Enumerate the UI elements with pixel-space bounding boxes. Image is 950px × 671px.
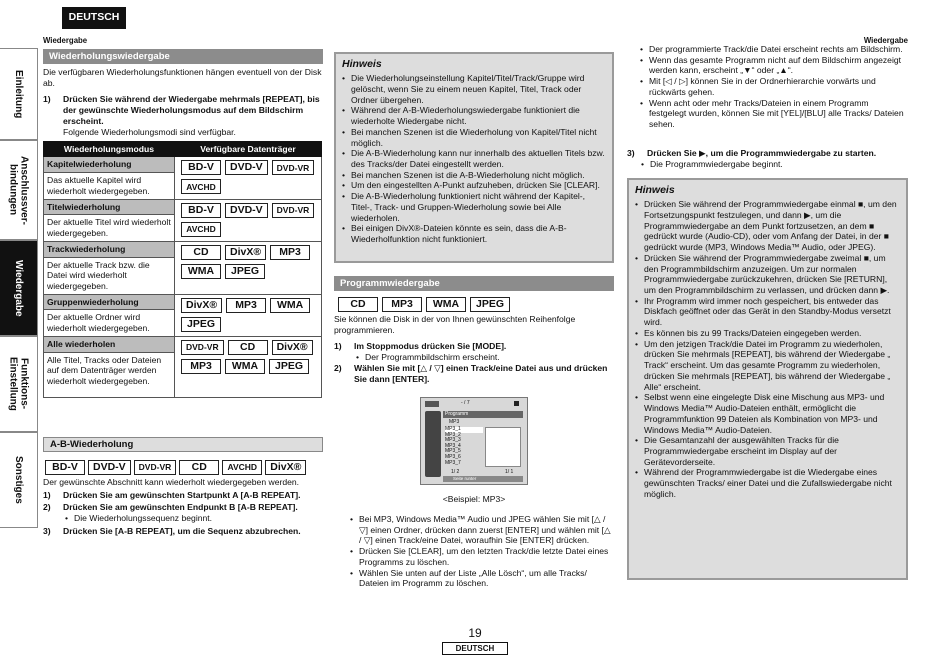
logo-dvdvr: DVD-VR: [134, 460, 177, 475]
logo-divx: DivX®: [181, 298, 222, 313]
hinweis-item: • Um den eingestellten A-Punkt aufzuheben, drücken Sie [CLEAR].: [342, 180, 606, 191]
program-section: [334, 276, 614, 384]
hinweis-title: Hinweis: [635, 184, 675, 196]
disc-icon: [425, 401, 439, 407]
logo-bdv: BD-V: [181, 160, 221, 175]
screen-footer: Seite runter: [443, 476, 523, 482]
program-title: Programmwiedergabe: [334, 276, 614, 291]
list-item: MP3_4: [445, 442, 461, 449]
logo-wma: WMA: [426, 297, 466, 312]
row-title: Alle wiederholen: [44, 337, 174, 353]
logo-wma: WMA: [225, 359, 265, 374]
remote-icon: [425, 411, 441, 477]
logo-dvdvr: DVD-VR: [272, 160, 315, 175]
logo-bdv: BD-V: [181, 203, 221, 218]
row-title: Trackwiederholung: [44, 242, 174, 258]
hinweis-box-2: [627, 178, 908, 580]
side-tab-anschluss[interactable]: Anschlussver- bindungen: [0, 140, 38, 240]
language-tab: DEUTSCH: [62, 7, 126, 29]
logo-jpeg: JPEG: [181, 317, 221, 332]
side-tab-einleitung[interactable]: Einleitung: [0, 48, 38, 140]
logo-cd: CD: [181, 245, 221, 260]
hinweis-item: • Es können bis zu 99 Tracks/Dateien eingegeben werden.: [635, 328, 900, 339]
row-desc: Der aktuelle Track bzw. die Datei wird wiederholt wiedergegeben.: [47, 259, 150, 292]
program-bullet: • Bei MP3, Windows Media™ Audio und JPEG wählen Sie mit [△ / ▽] einen Ordner, drücken dann zuerst [ENTER] und wählen mit [△ / ▽] einen Track/eine Datei, woraufhin Sie [ENTER] drücken.: [350, 514, 614, 546]
logo-cd: CD: [228, 340, 268, 355]
logo-jpeg: JPEG: [269, 359, 309, 374]
hinweis-item: • Drücken Sie während der Programmwiedergabe einmal ■, um den Fortsetzungspunkt festzulegen, und dann ▶, um die Programmwiedergabe an dem Punkt fortzusetzen, an dem ■ gedrückt wurde (Audio-CD), oder vom Anfang der Datei, in der ■ gedrückt wurde (MP3, Windows Media™ Audio, oder JPEG).: [635, 199, 900, 253]
row-desc: Alle Titel, Tracks oder Dateien auf dem Datenträger werden wiederholt wiedergegeben.: [47, 354, 162, 387]
table-row: [44, 241, 322, 294]
right-bullet: • Wenn das gesamte Programm nicht auf dem Bildschirm angezeigt werden kann, erscheint „▼“ oder „▲“.: [640, 55, 908, 76]
table-row: [44, 294, 322, 336]
logo-divx: DivX®: [272, 340, 313, 355]
logo-avchd: AVCHD: [222, 460, 262, 475]
repeat-section: [43, 49, 323, 398]
logo-wma: WMA: [181, 264, 221, 279]
logo-divx: DivX®: [265, 460, 306, 475]
logo-dvdvr: DVD-VR: [181, 340, 224, 355]
ab-step1: 1) Drücken Sie am gewünschten Startpunkt A [A-B REPEAT].: [43, 489, 301, 500]
ab-step2: 2) Drücken Sie am gewünschten Endpunkt B [A-B REPEAT].: [43, 502, 298, 513]
screen-page: 1/ 2: [451, 469, 460, 475]
program-bullet: • Drücken Sie [CLEAR], um den letzten Track/die letzte Datei eines Programms zu löschen.: [350, 546, 614, 567]
hinweis-item: • Während der Programmwiedergabe ist die Wiedergabe eines gewünschten Tracks/ einer Datei und die Zufallswiedergabe nicht möglich.: [635, 467, 900, 499]
row-desc: Der aktuelle Titel wird wiederholt wiedergegeben.: [47, 217, 171, 239]
list-item: MP3_6: [445, 453, 461, 460]
ab-section: [43, 437, 323, 537]
logo-cd: CD: [179, 460, 219, 475]
repeat-step1-note: Folgende Wiederholungsmodi sind verfügbar.: [63, 126, 236, 137]
list-item: MP3_3: [445, 437, 461, 444]
right-bullet: • Der programmierte Track/die Datei erscheint rechts am Bildschirm.: [640, 44, 908, 55]
program-bullet: • Wählen Sie unten auf der Liste „Alle Lösch“, um alle Tracks/ Dateien im Programm zu löschen.: [350, 568, 614, 589]
program-step1-note: • Der Programmbildschirm erscheint.: [356, 352, 614, 363]
col-media: Verfügbare Datenträger: [175, 142, 322, 157]
page-number: 19: [468, 626, 482, 640]
ab-step2-note: • Die Wiederholungssequenz beginnt.: [65, 513, 323, 524]
program-bullets: [350, 514, 614, 589]
repeat-mode-table: [43, 141, 322, 398]
logo-avchd: AVCHD: [181, 222, 221, 237]
logo-jpeg: JPEG: [470, 297, 510, 312]
logo-mp3: MP3: [181, 359, 221, 374]
logo-mp3: MP3: [226, 298, 266, 313]
logo-mp3: MP3: [382, 297, 422, 312]
hinweis-item: • Die A-B-Wiederholung funktioniert nicht während der Kapitel-, Titel-, Track- und Gruppen-Wiederholung sowie bei Alle wiederholen.: [342, 191, 606, 223]
hinweis-item: • Die Gesamtanzahl der ausgewählten Tracks für die Programmwiedergabe erscheint im Display auf der Gerätevorderseite.: [635, 435, 900, 467]
program-screen: [420, 397, 528, 485]
logo-dvdv: DVD-V: [225, 160, 268, 175]
table-row: [44, 157, 322, 199]
logo-wma: WMA: [270, 298, 310, 313]
hinweis-item: • Die A-B-Wiederholung kann nur innerhalb des aktuellen Titels bzw. des Tracks/der Datei eingestellt werden.: [342, 148, 606, 169]
hinweis-item: • Drücken Sie während der Programmwiedergabe zweimal ■, um den Programmbildschirm anzuzeigen. Um zur normalen Programmwiedergabe zurückzukehren, drücken Sie [RETURN], um den Programmbildschirm zu verlassen, und drücken dann ▶.: [635, 253, 900, 296]
screen-title: Programm: [443, 411, 523, 418]
program-step3: 3) Drücken Sie ▶, um die Programmwiedergabe zu starten. • Die Programmwiedergabe beginnt.: [627, 148, 907, 169]
logo-dvdv: DVD-V: [225, 203, 268, 218]
row-title: Gruppenwiederholung: [44, 295, 174, 311]
right-bullets: [640, 44, 908, 130]
program-caption: <Beispiel: MP3>: [442, 494, 506, 504]
hinweis-item: • Selbst wenn eine eingelegte Disk eine Mischung aus MP3- und Windows Media™ Audio-Dateien enthält, ermöglicht die Programmfunktion 99 Dateien als Kombination von MP3- und Windows Media™ Audio-Dateien.: [635, 392, 900, 435]
side-tab-funktion[interactable]: Funktions- Einstellung: [0, 336, 38, 432]
screen-counter: - / 7: [461, 400, 470, 406]
ab-step3: 3) Drücken Sie [A-B REPEAT], um die Sequenz abzubrechen.: [43, 525, 301, 536]
hinweis-item: • Bei manchen Szenen ist die A-B-Wiederholung nicht möglich.: [342, 170, 606, 181]
logo-dvdvr: DVD-VR: [272, 203, 315, 218]
row-desc: Der aktuelle Ordner wird wiederholt wiedergegeben.: [47, 312, 150, 334]
screen-list: [445, 427, 483, 466]
repeat-intro: Die verfügbaren Wiederholungsfunktionen hängen eventuell von der Disk ab.: [43, 67, 322, 88]
list-item: MP3_1: [445, 427, 483, 433]
header-left: Wiedergabe: [43, 36, 88, 45]
logo-bdv: BD-V: [45, 460, 85, 475]
hinweis-item: • Bei einigen DivX®-Dateien könnte es sein, dass die A-B-Wiederholfunktion nicht funktioniert.: [342, 223, 606, 244]
hinweis-item: • Ihr Programm wird immer noch gespeichert, bis entweder das Diskfach geöffnet oder das Gerät in den Standby-Modus versetzt wird.: [635, 296, 900, 328]
logo-cd: CD: [338, 297, 378, 312]
col-mode: Wiederholungsmodus: [44, 142, 175, 157]
program-step1: 1) Im Stoppmodus drücken Sie [MODE].: [334, 341, 507, 352]
table-row: [44, 199, 322, 241]
hinweis-title: Hinweis: [342, 58, 382, 70]
ab-intro: Der gewünschte Abschnitt kann wiederholt wiedergegeben werden.: [43, 477, 300, 487]
row-title: Titelwiederholung: [44, 200, 174, 216]
repeat-step1: 1) Drücken Sie während der Wiedergabe mehrmals [REPEAT], bis der gewünschte Wiederholungsmodus auf dem Bildschirm erscheint.: [43, 94, 320, 126]
stop-icon: [514, 401, 519, 406]
program-step2: 2) Wählen Sie mit [△ / ▽] einen Track/eine Datei aus und drücken Sie dann [ENTER].: [334, 362, 608, 384]
hinweis-item: • Während der A-B-Wiederholungswiedergabe funktioniert die wiederholte Wiedergabe nicht.: [342, 105, 606, 126]
right-bullet: • Mit [◁ / ▷] können Sie in der Ordnerhierarchie vorwärts und rückwärts gehen.: [640, 76, 908, 97]
hinweis-item: • Um den jetzigen Track/die Datei im Programm zu wiederholen, drücken Sie mehrmals [REPEAT], bis während der Wiedergabe „ Track“ erscheint. Um das gesamte Programm zu wiederholen, drücken Sie mehrmals [REPEAT], bis während der Wiedergabe „ Alle“ erscheint.: [635, 339, 900, 393]
screen-folder: MP3: [449, 419, 460, 425]
ab-title: A-B-Wiederholung: [43, 437, 323, 452]
step3-note: • Die Programmwiedergabe beginnt.: [641, 159, 907, 170]
hinweis-item: • Bei manchen Szenen ist die Wiederholung von Kapitel/Titel nicht möglich.: [342, 127, 606, 148]
hinweis-box-1: [334, 52, 614, 263]
program-slot-panel: [485, 427, 521, 467]
list-item: MP3_2: [445, 431, 461, 438]
list-item: MP3_7: [445, 459, 461, 466]
right-bullet: • Wenn acht oder mehr Tracks/Dateien in einem Programm festgelegt wurden, können Sie mit [YEL]/[BLU] alle Tracks/ Dateien sehen.: [640, 98, 908, 130]
list-item: MP3_5: [445, 448, 461, 455]
logo-mp3: MP3: [270, 245, 310, 260]
hinweis-item: • Die Wiederholungseinstellung Kapitel/Titel/Track/Gruppe wird gelöscht, wenn Sie zu einem neuen Kapitel, Titel, Track oder Ordner übergehen.: [342, 73, 606, 105]
side-tab-wiedergabe[interactable]: Wiedergabe: [0, 240, 38, 336]
logo-avchd: AVCHD: [181, 179, 221, 194]
logo-jpeg: JPEG: [225, 264, 265, 279]
logo-dvdv: DVD-V: [88, 460, 131, 475]
table-row: [44, 336, 322, 397]
side-tab-sonstiges[interactable]: Sonstiges: [0, 432, 38, 528]
screen-slot: 1/ 1: [505, 469, 514, 475]
footer-language: DEUTSCH: [442, 642, 508, 655]
header-right: Wiedergabe: [863, 36, 908, 45]
program-intro: Sie können die Disk in der von Ihnen gewünschten Reihenfolge programmieren.: [334, 314, 576, 335]
row-title: Kapitelwiederholung: [44, 157, 174, 173]
logo-divx: DivX®: [225, 245, 266, 260]
repeat-title: Wiederholungswiedergabe: [43, 49, 323, 64]
row-desc: Das aktuelle Kapitel wird wiederholt wiedergegeben.: [47, 175, 150, 196]
